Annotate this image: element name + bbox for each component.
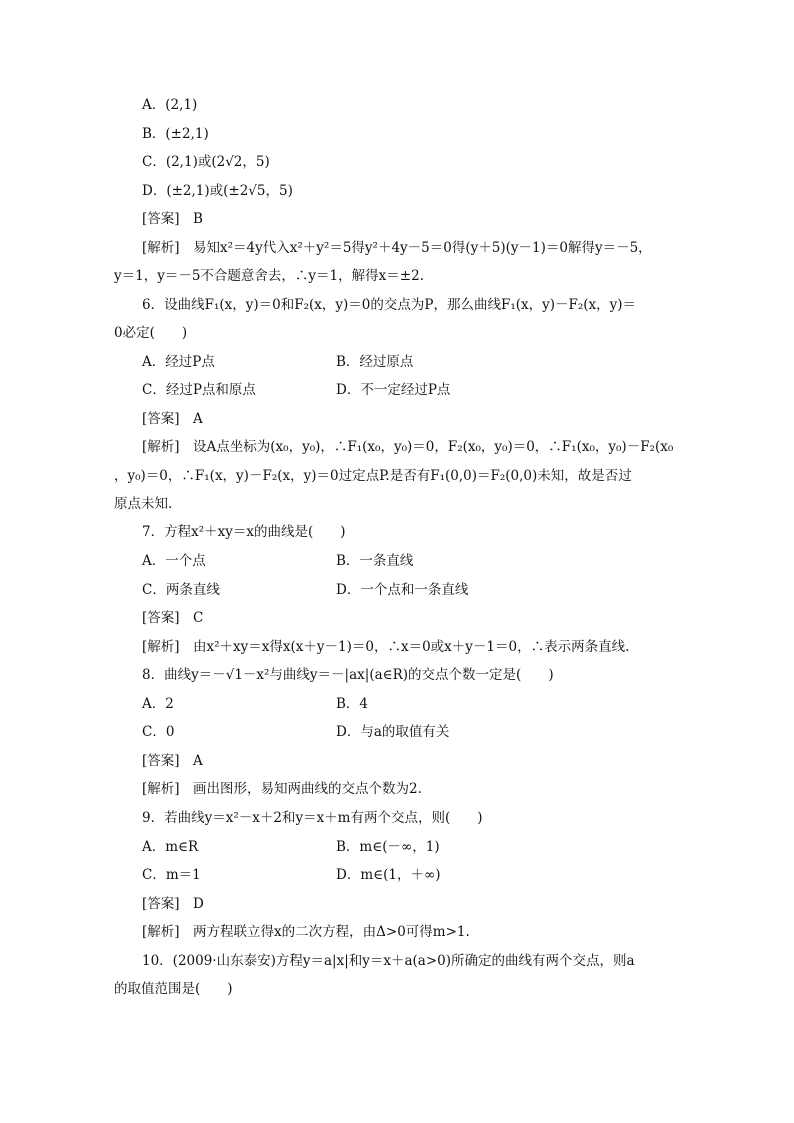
q9-option-a: A．m∈R [142,839,199,855]
q5-option-b: B．(±2,1) [142,126,209,142]
q5-analysis-line-2: y＝1，y＝－5不合题意舍去，∴y＝1，解得x＝±2. [114,268,424,284]
q8-option-b: B．4 [336,696,369,712]
q5-option-c: C．(2,1)或(2√2，5) [142,154,270,170]
q9-option-d: D．m∈(1，＋∞) [336,867,441,883]
q6-stem-line-2: 0必定( ) [114,325,188,341]
q9-option-b: B．m∈(－∞，1) [336,839,440,855]
q6-stem-line-1: 6．设曲线F₁(x，y)＝0和F₂(x，y)＝0的交点为P，那么曲线F₁(x，y)－F₂(x，y)＝ [142,297,637,313]
q8-answer: [答案] A [142,753,203,769]
q9-option-c: C．m＝1 [142,867,201,883]
q5-answer: [答案] B [142,211,203,227]
q7-option-c: C．两条直线 [142,582,220,598]
q9-stem: 9．若曲线y＝x²－x＋2和y＝x＋m有两个交点，则( ) [142,810,483,826]
q5-analysis-line-1: [解析] 易知x²＝4y代入x²＋y²＝5得y²＋4y－5＝0得(y＋5)(y－1)＝0解得y＝－5， [142,240,652,256]
q5-option-d: D．(±2,1)或(±2√5，5) [142,183,293,199]
q6-option-d: D．不一定经过P点 [336,382,451,398]
q5-option-a: A．(2,1) [142,97,198,113]
q8-option-d: D．与a的取值有关 [336,724,450,740]
q7-option-a: A．一个点 [142,553,206,569]
q6-option-b: B．经过原点 [336,354,414,370]
q6-option-a: A．经过P点 [142,354,215,370]
q8-option-a: A．2 [142,696,174,712]
q7-analysis: [解析] 由x²＋xy＝x得x(x＋y－1)＝0，∴x＝0或x＋y－1＝0，∴表示两条直线. [142,639,630,655]
q6-analysis-line-3: 原点未知. [114,496,173,512]
q8-analysis: [解析] 画出图形，易知两曲线的交点个数为2. [142,781,422,797]
q6-option-c: C．经过P点和原点 [142,382,256,398]
q6-answer: [答案] A [142,411,203,427]
q6-analysis-line-2: ，y₀)＝0，∴F₁(x，y)－F₂(x，y)＝0过定点P.是否有F₁(0,0)＝F₂(0,0)未知，故是否过 [114,468,632,484]
q7-answer: [答案] C [142,610,204,626]
q9-answer: [答案] D [142,896,204,912]
q10-stem-line-1: 10．(2009·山东泰安)方程y＝a|x|和y＝x＋a(a>0)所确定的曲线有两个交点，则a [142,953,635,969]
q8-stem: 8．曲线y＝－√1－x²与曲线y＝－|ax|(a∈R)的交点个数一定是( ) [142,667,554,683]
q9-analysis: [解析] 两方程联立得x的二次方程，由Δ>0可得m>1. [142,924,470,940]
q7-option-d: D．一个点和一条直线 [336,582,469,598]
q7-option-b: B．一条直线 [336,553,414,569]
q7-stem: 7．方程x²＋xy＝x的曲线是( ) [142,524,346,540]
q6-analysis-line-1: [解析] 设A点坐标为(x₀，y₀)，∴F₁(x₀，y₀)＝0，F₂(x₀，y₀)＝0，∴F₁(x₀，y₀)－F₂(x₀ [142,439,674,455]
q10-stem-line-2: 的取值范围是( ) [114,981,233,997]
q8-option-c: C．0 [142,724,175,740]
